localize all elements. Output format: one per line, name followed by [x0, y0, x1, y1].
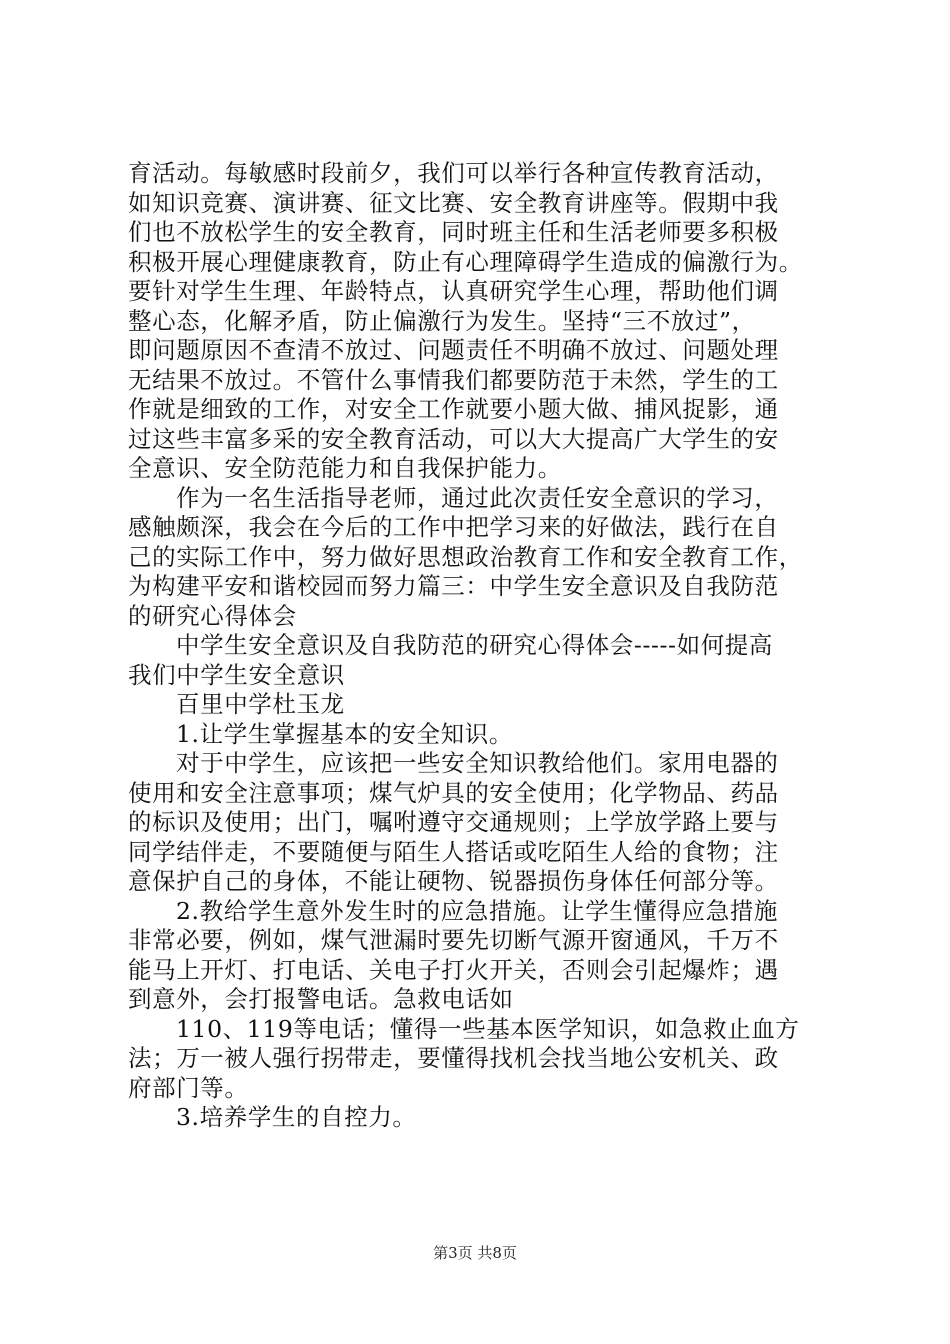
- paragraph-start-line: 110、119等电话；懂得一些基本医学知识，如急救止血方: [176, 1014, 800, 1043]
- text-line: 非常必要，例如，煤气泄漏时要先切断气源开窗通风，千万不: [128, 926, 779, 954]
- section-title-line: 中学生安全意识及自我防范的研究心得体会-----如何提高: [176, 631, 774, 659]
- text-line: 到意外，会打报警电话。急救电话如: [128, 985, 514, 1013]
- text-line: 无结果不放过。不管什么事情我们都要防范于未然，学生的工: [128, 365, 779, 394]
- section-title-line: 我们中学生安全意识: [128, 660, 345, 689]
- author-line: 百里中学杜玉龙: [176, 690, 345, 718]
- text-line: 育活动。每敏感时段前夕，我们可以举行各种宣传教育活动，: [128, 159, 779, 187]
- text-line: 如知识竞赛、演讲赛、征文比赛、安全教育讲座等。假期中我: [128, 188, 779, 217]
- text-line: 同学结伴走，不要随便与陌生人搭话或吃陌生人给的食物；注: [128, 837, 779, 866]
- text-line: 即问题原因不查清不放过、问题责任不明确不放过、问题处理: [128, 336, 779, 364]
- paragraph-start-line: 对于中学生，应该把一些安全知识教给他们。家用电器的: [176, 749, 779, 777]
- text-line: 使用和安全注意事项；煤气炉具的安全使用；化学物品、药品: [128, 778, 779, 807]
- text-line: 整心态，化解矛盾，防止偏激行为发生。坚持“三不放过”，: [128, 306, 756, 335]
- text-line: 过这些丰富多采的安全教育活动，可以大大提高广大学生的安: [128, 424, 779, 453]
- numbered-heading: 3.培养学生的自控力。: [176, 1103, 417, 1131]
- text-line: 作就是细致的工作，对安全工作就要小题大做、捕风捉影，通: [128, 395, 779, 423]
- text-line: 们也不放松学生的安全教育，同时班主任和生活老师要多积极: [128, 218, 779, 246]
- text-line: 的研究心得体会: [128, 601, 297, 630]
- document-body: [128, 159, 864, 1133]
- page-number-footer: 第3页 共8页: [433, 1244, 517, 1262]
- text-line: 能马上开灯、打电话、关电子打火开关，否则会引起爆炸；遇: [128, 955, 779, 984]
- text-line: 全意识、安全防范能力和自我保护能力。: [128, 454, 562, 482]
- numbered-heading: 1.让学生掌握基本的安全知识。: [176, 719, 513, 748]
- text-line: 法；万一被人强行拐带走，要懂得找机会找当地公安机关、政: [128, 1044, 779, 1072]
- paragraph-start-line: 作为一名生活指导老师，通过此次责任安全意识的学习，: [176, 483, 779, 512]
- text-line: 意保护自己的身体，不能让硬物、锐器损伤身体任何部分等。: [128, 867, 779, 895]
- text-line: 的标识及使用；出门，嘱咐遵守交通规则；上学放学路上要与: [128, 808, 779, 836]
- text-line: 己的实际工作中，努力做好思想政治教育工作和安全教育工作，: [128, 542, 803, 571]
- numbered-heading: 2.教给学生意外发生时的应急措施。让学生懂得应急措施: [176, 896, 779, 925]
- text-line: 积极开展心理健康教育，防止有心理障碍学生造成的偏激行为。: [128, 247, 803, 276]
- text-line: 为构建平安和谐校园而努力篇三：中学生安全意识及自我防范: [128, 572, 779, 600]
- text-line: 府部门等。: [128, 1073, 249, 1102]
- text-line: 要针对学生生理、年龄特点，认真研究学生心理，帮助他们调: [128, 277, 779, 305]
- text-line: 感触颇深，我会在今后的工作中把学习来的好做法，践行在自: [128, 513, 779, 541]
